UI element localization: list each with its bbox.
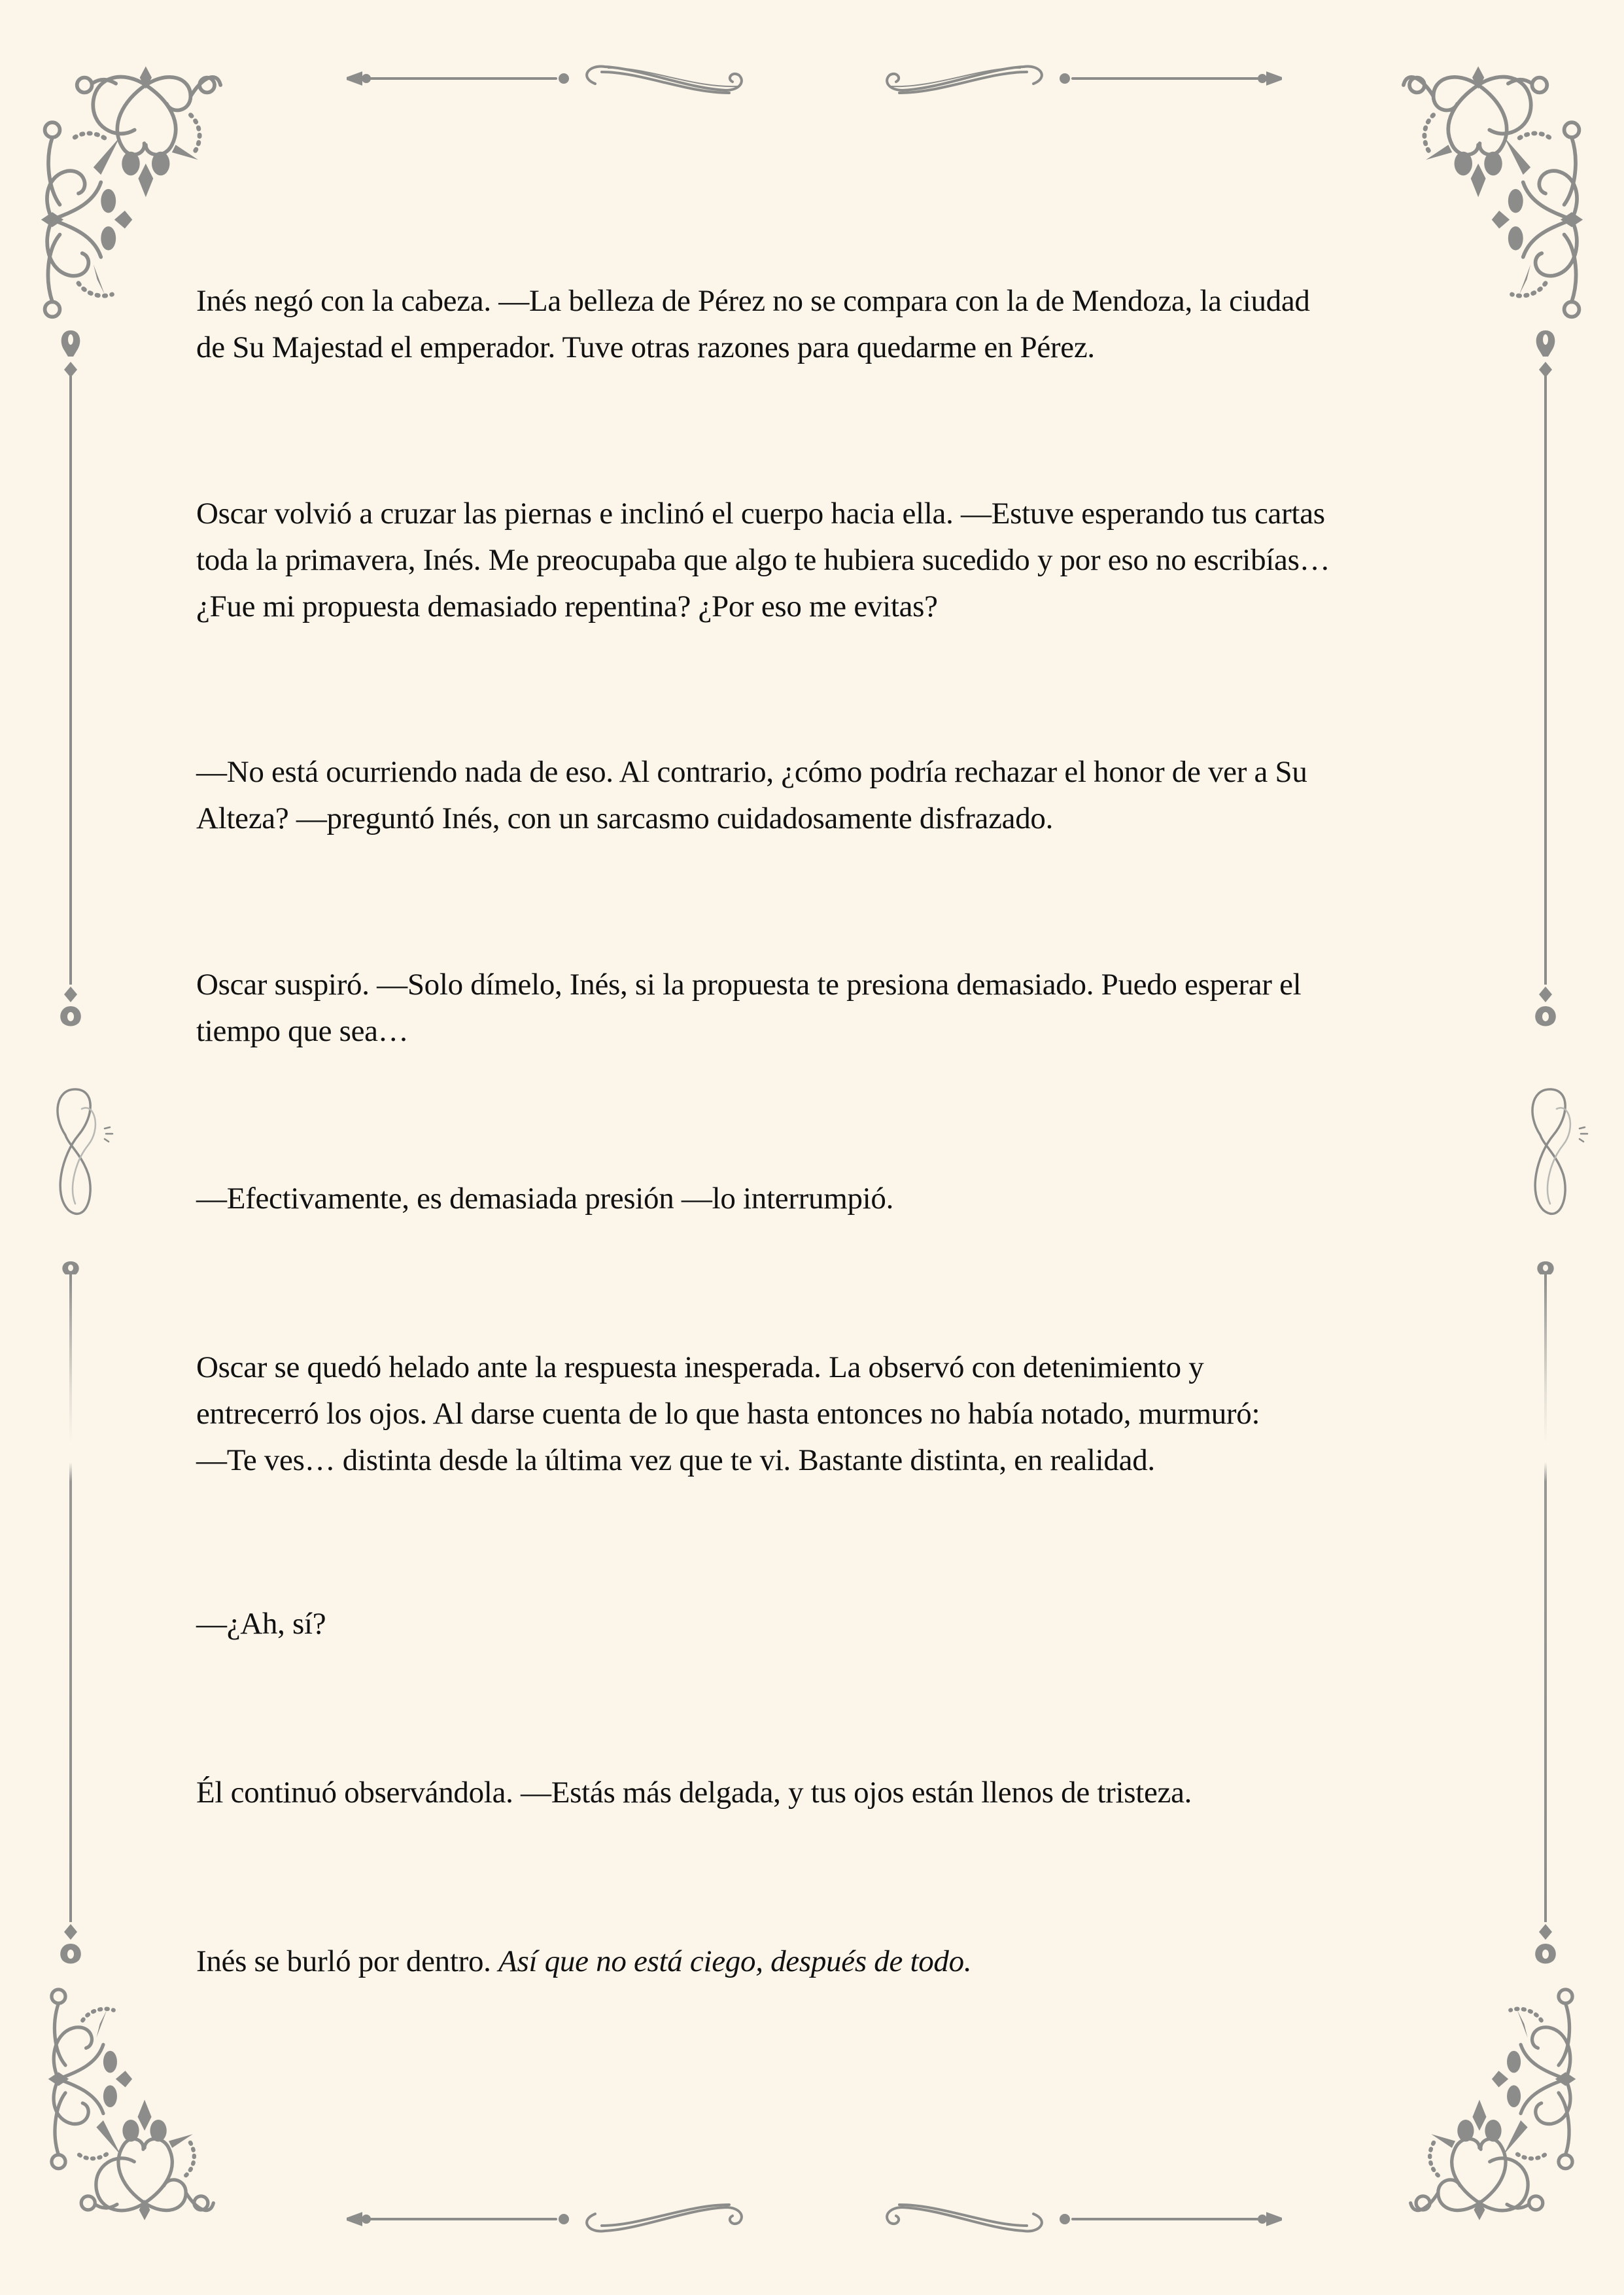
line: —Te ves… distinta desde la última vez que te vi. Bastante distinta, en realidad. bbox=[196, 1443, 1155, 1477]
paragraph-5 bbox=[196, 1176, 1452, 1222]
line: Alteza? —preguntó Inés, con un sarcasmo cuidadosamente disfrazado. bbox=[196, 801, 1054, 835]
line: Oscar se quedó helado ante la respuesta inesperada. La observó con detenimiento y bbox=[196, 1350, 1204, 1384]
paragraph-6 bbox=[196, 1344, 1452, 1484]
line: Oscar suspiró. —Solo dímelo, Inés, si la propuesta te presiona demasiado. Puedo esperar el bbox=[196, 968, 1302, 1002]
narration-text: Inés se burló por dentro. bbox=[196, 1944, 499, 1978]
bottom-scroll-divider-icon bbox=[347, 2193, 1282, 2245]
line: tiempo que sea… bbox=[196, 1014, 409, 1048]
infinity-knot-left-icon bbox=[39, 1063, 118, 1233]
side-rod-right-upper-icon bbox=[1532, 330, 1559, 1030]
corner-flourish-bottom-right-icon bbox=[1389, 1976, 1598, 2237]
paragraph-8 bbox=[196, 1770, 1452, 1816]
paragraph-1 bbox=[196, 278, 1452, 371]
line: entrecerró los ojos. Al darse cuenta de lo que hasta entonces no había notado, murmuró: bbox=[196, 1397, 1260, 1431]
side-rod-left-lower-icon bbox=[58, 1261, 84, 1968]
line: —No está ocurriendo nada de eso. Al contrario, ¿cómo podría rechazar el honor de ver a Su bbox=[196, 755, 1307, 789]
paragraph-4 bbox=[196, 962, 1452, 1055]
corner-flourish-bottom-left-icon bbox=[26, 1976, 235, 2237]
line: Oscar volvió a cruzar las piernas e inclinó el cuerpo hacia ella. —Estuve esperando tus cartas bbox=[196, 497, 1325, 531]
paragraph-9 bbox=[196, 1938, 1452, 1985]
line: toda la primavera, Inés. Me preocupaba que algo te hubiera sucedido y por eso no escribías… bbox=[196, 543, 1330, 577]
top-scroll-divider-icon bbox=[347, 52, 1282, 105]
side-rod-right-lower-icon bbox=[1532, 1261, 1559, 1968]
line: Inés negó con la cabeza. —La belleza de Pérez no se compara con la de Mendoza, la ciudad bbox=[196, 284, 1310, 318]
paragraph-7 bbox=[196, 1601, 1452, 1647]
line: —¿Ah, sí? bbox=[196, 1607, 326, 1641]
infinity-knot-right-icon bbox=[1514, 1063, 1593, 1233]
line: Él continuó observándola. —Estás más delgada, y tus ojos están llenos de tristeza. bbox=[196, 1776, 1192, 1810]
line: —Efectivamente, es demasiada presión —lo interrumpió. bbox=[196, 1182, 894, 1216]
side-rod-left-upper-icon bbox=[58, 330, 84, 1030]
line: de Su Majestad el emperador. Tuve otras razones para quedarme en Pérez. bbox=[196, 330, 1095, 364]
paragraph-2 bbox=[196, 491, 1452, 630]
inner-thought-italic: Así que no está ciego, después de todo. bbox=[498, 1944, 972, 1978]
line: ¿Fue mi propuesta demasiado repentina? ¿Por eso me evitas? bbox=[196, 589, 938, 623]
paragraph-3 bbox=[196, 749, 1452, 842]
